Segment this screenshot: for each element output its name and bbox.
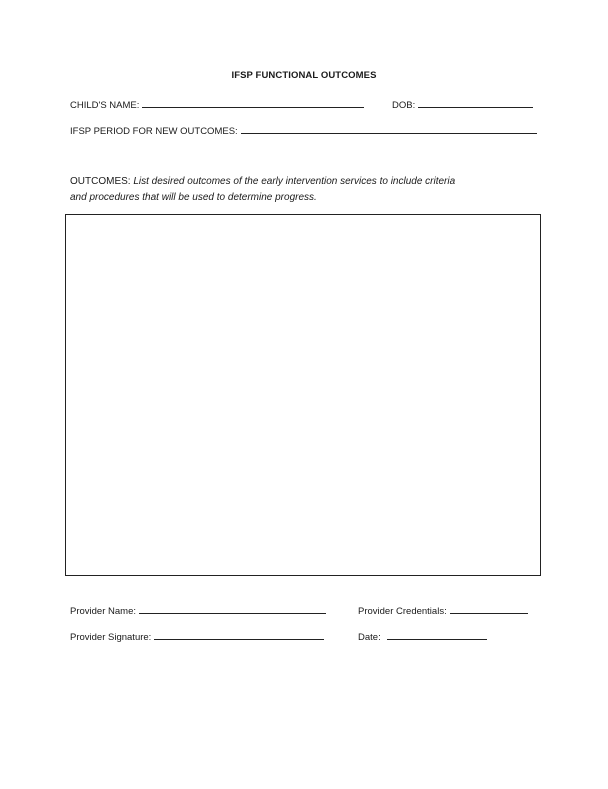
provider-signature-label: Provider Signature: <box>70 632 152 643</box>
provider-credentials-field[interactable] <box>450 604 528 614</box>
form-title: IFSP FUNCTIONAL OUTCOMES <box>231 70 377 81</box>
dob-field[interactable] <box>418 98 533 108</box>
outcomes-instructions-line2: and procedures that will be used to determine progress. <box>70 192 317 203</box>
provider-signature-row <box>70 630 324 643</box>
outcomes-instructions <box>70 174 520 206</box>
child-name-row <box>70 98 364 111</box>
provider-credentials-label: Provider Credentials: <box>358 606 447 617</box>
dob-label: DOB: <box>392 100 416 111</box>
provider-name-row <box>70 604 326 617</box>
ifsp-period-label: IFSP PERIOD FOR NEW OUTCOMES: <box>70 126 238 137</box>
date-row <box>358 630 487 643</box>
outcomes-label: OUTCOMES: <box>70 176 131 187</box>
outcomes-text-area[interactable] <box>65 214 541 576</box>
provider-name-field[interactable] <box>139 604 326 614</box>
child-name-label: CHILD'S NAME: <box>70 100 140 111</box>
outcomes-instructions-line1: List desired outcomes of the early intervention services to include criteria <box>133 176 456 187</box>
child-name-field[interactable] <box>142 98 364 108</box>
date-field[interactable] <box>387 630 487 640</box>
provider-credentials-row <box>358 604 528 617</box>
ifsp-period-field[interactable] <box>241 124 537 134</box>
dob-row <box>392 98 533 111</box>
date-label: Date: <box>358 632 381 643</box>
provider-name-label: Provider Name: <box>70 606 136 617</box>
ifsp-period-row <box>70 124 537 137</box>
provider-signature-field[interactable] <box>154 630 324 640</box>
